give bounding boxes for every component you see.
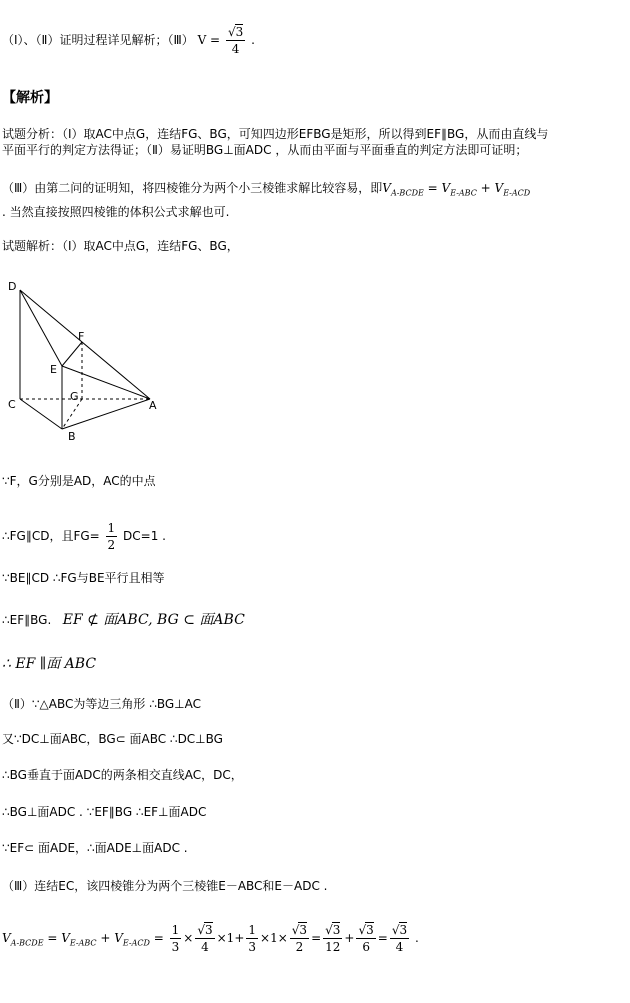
edge-gb-hidden <box>62 399 82 429</box>
analysis-line-1: 试题分析：（Ⅰ）取AC中点G，连结FG、BG，可知四边形EFBG是矩形，所以得到EF∥BG，从而由直线与 <box>2 127 549 141</box>
step-10: ∵EF⊂ 面ADE，∴面ADE⊥面ADC . <box>2 841 188 855</box>
half-fraction: $\frac{1}{2}$ <box>107 521 116 552</box>
answer-parts: （Ⅰ）、（Ⅱ）证明过程详见解析；（Ⅲ） <box>2 33 194 47</box>
volume-formula: $V_{A-BCDE} = V_{E-ABC} + V_{E-ACD}$ <box>382 181 531 198</box>
edge-ef <box>62 342 82 366</box>
label-f: F <box>78 330 85 343</box>
frac-sqrt3-4: $\frac{√3}{4}$ <box>197 923 213 954</box>
edge-ba <box>62 399 150 429</box>
subset-formula: EF ⊄ 面ABC, BG ⊂ 面ABC <box>62 612 245 628</box>
solution-intro: 试题解析：（Ⅰ）取AC中点G，连结FG、BG， <box>2 239 239 253</box>
edge-de <box>20 290 62 366</box>
analysis-line-2: 平面平行的判定方法得证；（Ⅱ）易证明BG⊥面ADC ，从而由平面与平面垂直的判定方法即可证明； <box>2 143 528 157</box>
step-4: ∴EF∥BG. EF ⊄ 面ABC, BG ⊂ 面ABC <box>2 612 245 628</box>
label-e: E <box>50 363 57 376</box>
step-9: ∴BG⊥面ADC . ∵EF∥BG ∴EF⊥面ADC <box>2 805 207 819</box>
frac-sqrt3-2: $\frac{√3}{2}$ <box>291 923 308 954</box>
answer-line <box>2 24 255 57</box>
step-6: （Ⅱ）∵△ABC为等边三角形 ∴BG⊥AC <box>2 697 201 711</box>
edge-da <box>20 290 150 399</box>
frac-sqrt3-6: $\frac{√3}{6}$ <box>358 923 374 954</box>
answer-end: . <box>251 33 255 47</box>
label-d: D <box>8 280 17 293</box>
step-3: ∵BE∥CD ∴FG与BE平行且相等 <box>2 571 165 585</box>
label-a: A <box>149 399 157 412</box>
label-b: B <box>68 430 76 443</box>
analysis-line-3: （Ⅲ）由第二问的证明知，将四棱锥分为两个小三棱锥求解比较容易，即$V_{A-BCDE} = V_{E-ABC} + V_{E-ACD}$ <box>2 181 531 198</box>
final-computation: $V_{A-BCDE} = V_{E-ABC} + V_{E-ACD}$ = $\frac{1}{3}$ × $\frac{√3}{4}$ ×1+ $\frac{1}{3}$ ×1× $\frac{√3}{2}$ = $\frac{√3}{12}$ + $\frac{√3}{6}$ = $\frac{√3}{4}$ . <box>2 923 419 954</box>
final-lhs: $V_{A-BCDE} = V_{E-ABC} + V_{E-ACD}$ = <box>2 931 164 948</box>
step-11: （Ⅲ）连结EC，该四棱锥分为两个三棱锥E－ABC和E－ADC . <box>2 879 328 893</box>
frac-1-3-a: $\frac{1}{3}$ <box>171 923 180 954</box>
step-2: ∴FG∥CD，且FG= $\frac{1}{2}$ DC=1 . <box>2 521 166 552</box>
label-g: G <box>70 390 79 403</box>
frac-1-3-b: $\frac{1}{3}$ <box>248 923 257 954</box>
answer-v: V = <box>197 33 221 47</box>
answer-fraction: $\frac{√3}{4}$ <box>227 25 244 56</box>
frac-sqrt3-4-result: $\frac{√3}{4}$ <box>391 923 408 954</box>
frac-sqrt3-12: $\frac{√3}{12}$ <box>325 923 341 954</box>
step-5: ∴ EF ∥面 ABC <box>2 656 97 672</box>
analysis-heading: 【解析】 <box>2 90 58 106</box>
pyramid-diagram <box>4 276 174 448</box>
label-c: C <box>8 398 16 411</box>
step-7: 又∵DC⊥面ABC，BG⊂ 面ABC ∴DC⊥BG <box>2 732 223 746</box>
analysis-line-4: . 当然直接按照四棱锥的体积公式求解也可. <box>2 205 230 219</box>
step-8: ∴BG垂直于面ADC的两条相交直线AC，DC， <box>2 768 243 782</box>
edge-cb <box>20 399 62 429</box>
step-1: ∵F，G分别是AD，AC的中点 <box>2 474 156 488</box>
